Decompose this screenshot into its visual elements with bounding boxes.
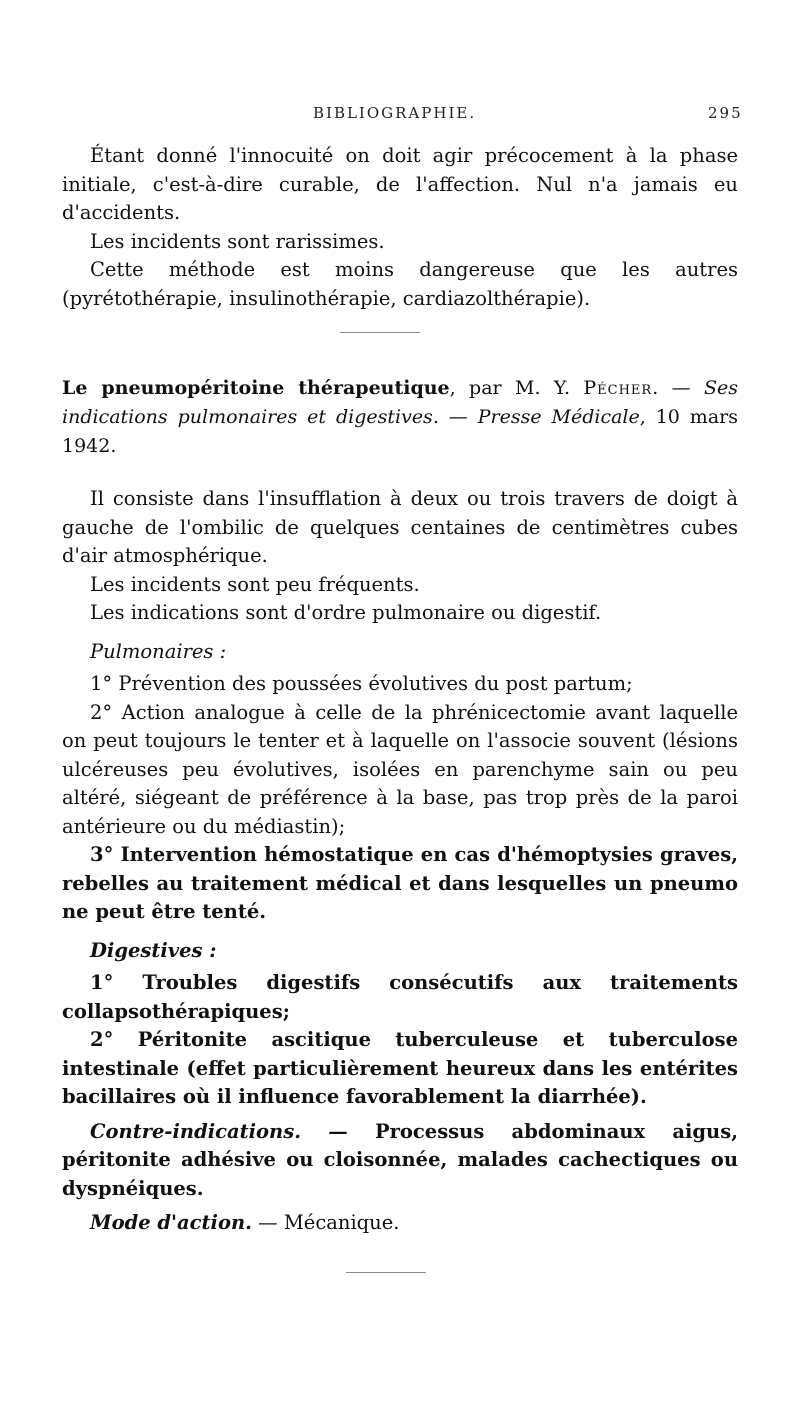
article-by: , par M. Y. xyxy=(449,377,584,399)
running-head-title: BIBLIOGRAPHIE. xyxy=(313,104,477,122)
mode-action-text: — Mécanique. xyxy=(251,1211,400,1234)
contre-indications-text: — Processus abdominaux aigus, péritonite adhésive ou cloisonnée, malades cachectiques ou dyspnéiques. xyxy=(62,1119,738,1200)
body-paragraph-2: Les incidents sont peu fréquents. xyxy=(90,572,420,596)
digestives-item-1: 1° Troubles digestifs consécutifs aux traitements collapsothérapiques; xyxy=(62,971,738,1023)
pulmonaires-heading: Pulmonaires : xyxy=(90,639,227,663)
digestives-item-2: 2° Péritonite ascitique tuberculeuse et tuberculose intestinale (effet particulièrement heureux dans les entérites bacillaires où il influence favorablement la diarrhée). xyxy=(62,1028,738,1108)
section-divider xyxy=(340,332,420,333)
article-author: Pécher xyxy=(583,377,653,399)
article-citation xyxy=(62,374,738,461)
article-subtitle: Ses indications pulmonaires et digestives xyxy=(62,377,738,428)
mode-action-label: Mode d'action. xyxy=(90,1211,252,1234)
digestives-heading: Digestives : xyxy=(90,938,217,962)
pulmonaires-item-3: 3° Intervention hémostatique en cas d'hémoptysies graves, rebelles au traitement médical et dans lesquelles un pneumo ne peut être tenté. xyxy=(62,843,738,923)
intro-paragraph-1: Étant donné l'innocuité on doit agir précocement à la phase initiale, c'est-à-dire curable, de l'affection. Nul n'a jamais eu d'accidents. xyxy=(62,144,738,224)
intro-section xyxy=(62,142,738,313)
article-dash-1: . — xyxy=(652,377,704,399)
article-journal: Presse Médicale xyxy=(477,406,640,428)
body-paragraph-1: Il consiste dans l'insufflation à deux ou trois travers de doigt à gauche de l'ombilic de quelques centaines de centimètres cubes d'air atmosphérique. xyxy=(62,487,738,567)
article-title: Le pneumopéritoine thérapeutique xyxy=(62,377,450,399)
contre-indications xyxy=(62,1118,738,1204)
article-dash-2: . — xyxy=(432,406,478,428)
pulmonaires-item-2: 2° Action analogue à celle de la phrénicectomie avant laquelle on peut toujours le tenter et à laquelle on l'associe souvent (lésions ulcéreuses peu évolutives, isolées en parenchyme sain ou peu altéré, siégeant de préférence à la base, pas trop près de la paroi antérieure ou du médiastin); xyxy=(62,700,738,838)
section-divider-bottom xyxy=(346,1272,426,1273)
contre-indications-label: Contre-indications. xyxy=(90,1119,301,1143)
intro-paragraph-3: Cette méthode est moins dangereuse que les autres (pyrétothérapie, insulinothérapie, cardiazolthérapie). xyxy=(62,258,738,310)
running-head xyxy=(0,104,800,128)
mode-action xyxy=(62,1209,738,1238)
article-body xyxy=(62,485,738,1238)
intro-paragraph-2: Les incidents sont rarissimes. xyxy=(90,229,385,253)
body-paragraph-3: Les indications sont d'ordre pulmonaire ou digestif. xyxy=(90,601,602,624)
article-header xyxy=(62,374,738,461)
page-number: 295 xyxy=(708,104,743,122)
article-date: , 10 mars 1942. xyxy=(62,406,738,457)
pulmonaires-item-1: 1° Prévention des poussées évolutives du post partum; xyxy=(90,672,633,695)
